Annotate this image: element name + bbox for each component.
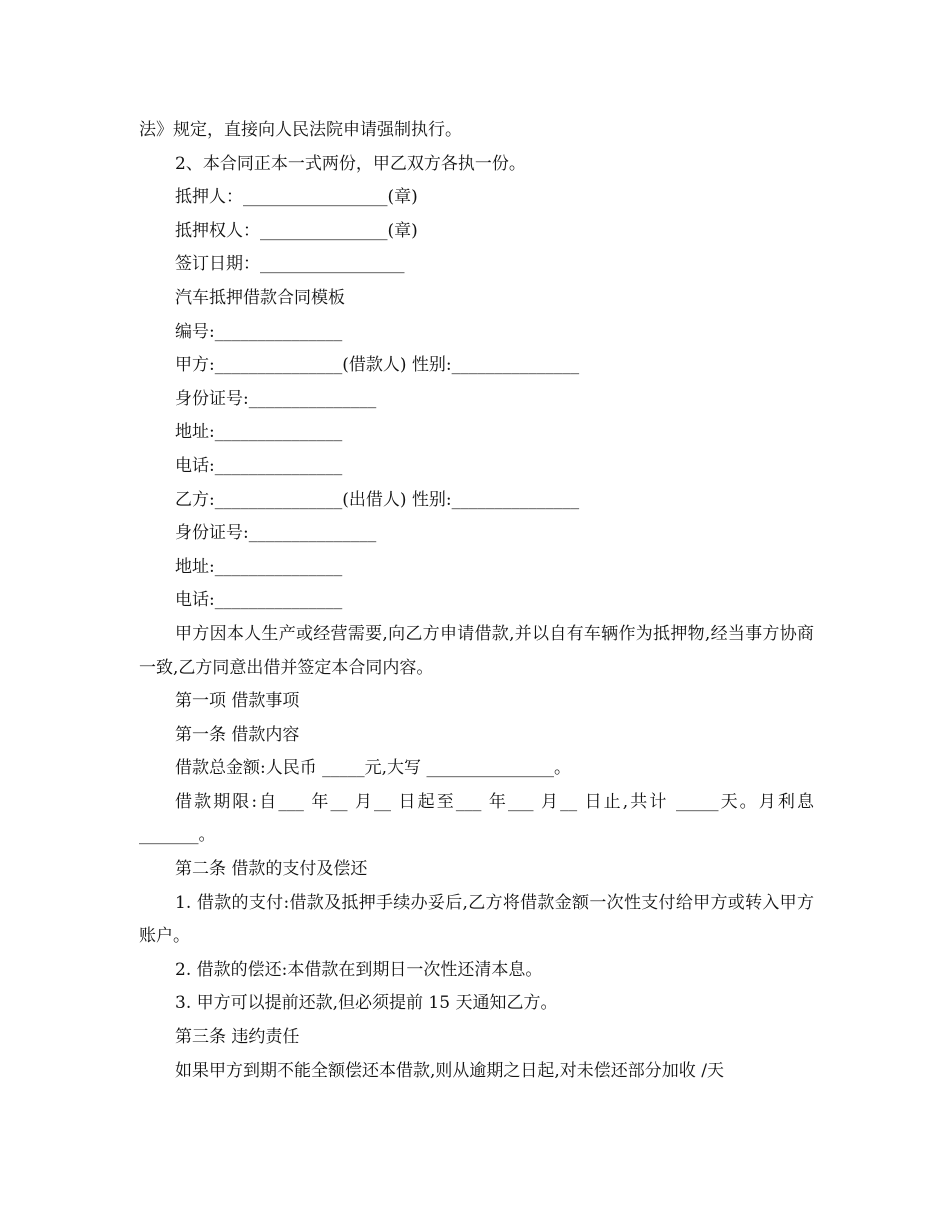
intro-paragraph: 甲方因本人生产或经营需要,向乙方申请借款,并以自有车辆作为抵押物,经当事方协商一致,乙方同意出借并签定本合同内容。 xyxy=(139,623,814,678)
contract-title: 汽车抵押借款合同模板 xyxy=(175,287,345,308)
article-heading: 第二条 借款的支付及偿还 xyxy=(175,859,368,880)
party-b-id-line: 身份证号:_______________ xyxy=(175,523,377,544)
loan-term-paragraph: 借款期限:自___ 年__ 月__ 日起至___ 年___ 月__ 日止,共计 _____天。月利息 _______。 xyxy=(139,791,814,846)
document-body xyxy=(139,114,814,1088)
party-a-id-line: 身份证号:_______________ xyxy=(175,388,377,409)
payment-paragraph: 1. 借款的支付:借款及抵押手续办妥后,乙方将借款金额一次性支付给甲方或转入甲方账户。 xyxy=(139,892,814,947)
repayment-line: 2. 借款的偿还:本借款在到期日一次性还清本息。 xyxy=(175,959,543,980)
loan-amount-line: 借款总金额:人民币 _____元,大写 _______________。 xyxy=(175,758,571,779)
party-a-address-line: 地址:_______________ xyxy=(175,422,343,443)
breach-paragraph: 如果甲方到期不能全额偿还本借款,则从逾期之日起,对未偿还部分加收 /天 xyxy=(175,1060,724,1081)
section-heading: 第一项 借款事项 xyxy=(175,691,300,712)
party-b-address-line: 地址:_______________ xyxy=(175,556,343,577)
early-repayment-line: 3. 甲方可以提前还款,但必须提前 15 天通知乙方。 xyxy=(175,993,558,1014)
mortgagor-signature-line: 抵押人：_________________(章) xyxy=(175,187,418,208)
party-b-line: 乙方:_______________(出借人) 性别:_______________ xyxy=(175,489,580,510)
text-line: 法》规定，直接向人民法院申请强制执行。 xyxy=(139,120,462,140)
party-a-phone-line: 电话:_______________ xyxy=(175,455,343,476)
article-heading: 第三条 违约责任 xyxy=(175,1027,300,1048)
mortgagee-signature-line: 抵押权人：_______________(章) xyxy=(175,220,418,241)
text-line: 2、本合同正本一式两份，甲乙双方各执一份。 xyxy=(175,153,526,174)
article-heading: 第一条 借款内容 xyxy=(175,724,300,745)
contract-number-line: 编号:_______________ xyxy=(175,321,343,342)
signing-date-line: 签订日期：_________________ xyxy=(175,254,405,275)
party-a-line: 甲方:_______________(借款人) 性别:_______________ xyxy=(175,355,580,376)
party-b-phone-line: 电话:_______________ xyxy=(175,590,343,611)
